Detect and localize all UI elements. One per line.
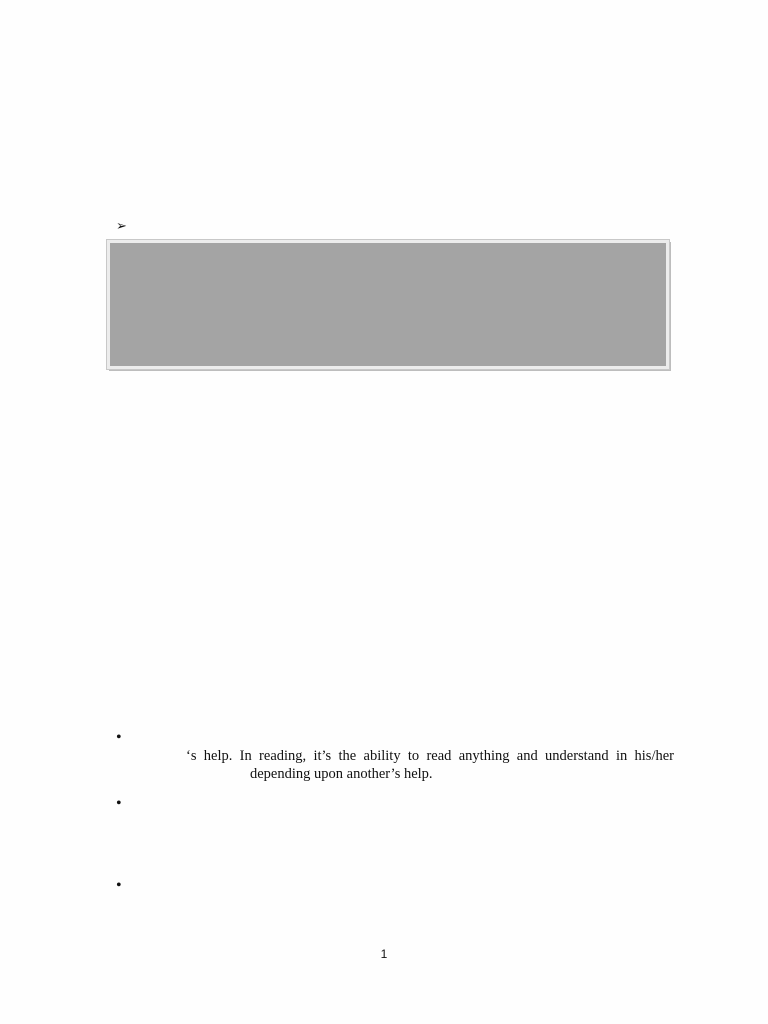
bullet-point-1: • — [116, 729, 122, 746]
arrow-bullet-icon: ➢ — [116, 219, 127, 234]
gray-text-box — [107, 240, 669, 369]
bullet-point-3: • — [116, 877, 122, 894]
paragraph-line-1: ‘s help. In reading, it’s the ability to read anything and understand in his/her — [186, 748, 674, 764]
paragraph-line-2: depending upon another’s help. — [250, 766, 433, 782]
bullet-point-2: • — [116, 795, 122, 812]
page-number: 1 — [380, 947, 388, 961]
